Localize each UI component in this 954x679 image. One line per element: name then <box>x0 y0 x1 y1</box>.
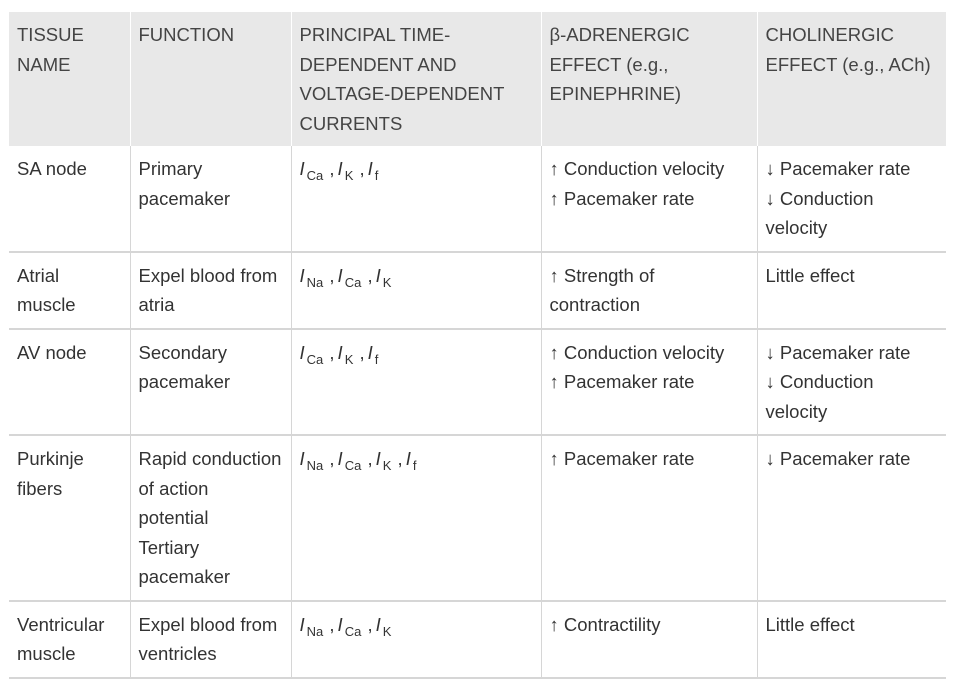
current-separator: , <box>362 613 373 635</box>
current-symbol: I <box>337 341 343 363</box>
ion-current <box>337 158 354 183</box>
current-subscript: Ca <box>306 351 324 367</box>
currents-cell <box>291 146 541 252</box>
current-subscript: K <box>382 623 392 639</box>
beta-adrenergic-cell <box>541 435 757 601</box>
current-subscript: K <box>344 168 354 183</box>
current-symbol: I <box>299 448 305 469</box>
function-cell <box>130 252 291 329</box>
beta-effect-text: ↑ Strength of contraction <box>549 264 655 315</box>
cholinergic-effect-text: Little effect <box>765 613 855 635</box>
current-subscript: Ca <box>344 623 362 639</box>
beta-effect-text: ↑ Contractility <box>549 613 661 635</box>
current-subscript: Ca <box>344 458 362 473</box>
current-symbol: I <box>375 613 381 635</box>
ion-current <box>299 613 324 639</box>
current-symbol: I <box>337 613 343 635</box>
current-separator: , <box>324 448 335 469</box>
cholinergic-effect-text: ↓ Pacemaker rate <box>765 158 911 179</box>
current-separator: , <box>362 264 373 286</box>
current-separator: , <box>362 448 373 469</box>
header-cholinergic: CHOLINERGIC EFFECT (e.g., ACh) <box>757 12 946 146</box>
ion-current <box>337 448 362 473</box>
header-beta-adrenergic: β-ADRENERGIC EFFECT (e.g., EPINEPHRINE) <box>541 12 757 146</box>
ion-current <box>337 341 354 367</box>
ion-current <box>299 158 324 183</box>
function-text: Tertiary pacemaker <box>138 536 231 587</box>
current-subscript: f <box>374 168 379 183</box>
beta-effect-text: ↑ Conduction velocity <box>549 341 725 363</box>
cardiac-tissue-table <box>9 12 946 679</box>
ion-current <box>367 341 379 367</box>
function-text: Expel blood from ventricles <box>138 613 278 664</box>
table-container <box>9 12 946 679</box>
currents-cell <box>291 252 541 329</box>
table-body <box>9 146 946 678</box>
current-separator: , <box>324 264 335 286</box>
current-subscript: f <box>374 351 379 367</box>
ion-current <box>337 613 362 639</box>
current-separator: , <box>354 341 365 363</box>
cholinergic-effect-text: ↓ Conduction velocity <box>765 371 874 422</box>
tissue-name-cell: AV node <box>9 329 130 436</box>
table-row <box>9 435 946 601</box>
function-cell <box>130 329 291 436</box>
cholinergic-effect-text: Little effect <box>765 264 855 286</box>
table-row <box>9 329 946 436</box>
current-separator: , <box>324 341 335 363</box>
current-symbol: I <box>337 264 343 286</box>
current-separator: , <box>324 613 335 635</box>
current-separator: , <box>324 158 335 179</box>
currents-cell <box>291 329 541 436</box>
function-cell <box>130 146 291 252</box>
table-row <box>9 146 946 252</box>
beta-effect-text: ↑ Pacemaker rate <box>549 371 695 392</box>
table-row <box>9 252 946 329</box>
currents-cell <box>291 435 541 601</box>
beta-adrenergic-cell <box>541 146 757 252</box>
cholinergic-cell <box>757 435 946 601</box>
current-symbol: I <box>367 341 373 363</box>
current-subscript: K <box>382 458 392 473</box>
current-subscript: K <box>382 274 392 290</box>
current-subscript: Na <box>306 274 324 290</box>
cholinergic-effect-text: ↓ Conduction velocity <box>765 187 874 238</box>
tissue-name-cell: Ventricular muscle <box>9 601 130 678</box>
beta-adrenergic-cell <box>541 252 757 329</box>
tissue-name-cell: Atrial muscle <box>9 252 130 329</box>
header-currents: PRINCIPAL TIME-DEPENDENT AND VOLTAGE-DEPENDENT CURRENTS <box>291 12 541 146</box>
beta-effect-text: ↑ Pacemaker rate <box>549 448 695 469</box>
current-symbol: I <box>299 613 305 635</box>
function-text: Expel blood from atria <box>138 264 278 315</box>
header-tissue-name: TISSUE NAME <box>9 12 130 146</box>
table-header <box>9 12 946 146</box>
current-symbol: I <box>367 158 373 179</box>
cholinergic-cell <box>757 329 946 436</box>
cholinergic-effect-text: ↓ Pacemaker rate <box>765 341 911 363</box>
tissue-name-cell: SA node <box>9 146 130 252</box>
current-separator: , <box>392 448 403 469</box>
ion-current <box>375 448 392 473</box>
header-row <box>9 12 946 146</box>
current-subscript: Na <box>306 458 324 473</box>
tissue-name-cell: Purkinje fibers <box>9 435 130 601</box>
current-symbol: I <box>299 158 305 179</box>
current-symbol: I <box>337 158 343 179</box>
function-cell <box>130 435 291 601</box>
beta-adrenergic-cell <box>541 329 757 436</box>
ion-current <box>367 158 379 183</box>
current-subscript: Na <box>306 623 324 639</box>
current-symbol: I <box>405 448 411 469</box>
function-text: Secondary pacemaker <box>138 341 231 392</box>
current-subscript: Ca <box>306 168 324 183</box>
ion-current <box>299 264 324 290</box>
beta-effect-text: ↑ Conduction velocity <box>549 158 725 179</box>
ion-current <box>375 613 392 639</box>
current-symbol: I <box>375 448 381 469</box>
current-symbol: I <box>299 264 305 286</box>
ion-current <box>299 448 324 473</box>
current-separator: , <box>354 158 365 179</box>
function-text: Rapid conduction of action potential <box>138 448 282 528</box>
beta-effect-text: ↑ Pacemaker rate <box>549 187 695 209</box>
ion-current <box>375 264 392 290</box>
ion-current <box>299 341 324 367</box>
current-symbol: I <box>375 264 381 286</box>
current-subscript: K <box>344 351 354 367</box>
cholinergic-cell <box>757 146 946 252</box>
current-symbol: I <box>299 341 305 363</box>
ion-current <box>405 448 417 473</box>
function-text: Primary pacemaker <box>138 158 231 209</box>
current-symbol: I <box>337 448 343 469</box>
header-function: FUNCTION <box>130 12 291 146</box>
current-subscript: f <box>412 458 417 473</box>
cholinergic-effect-text: ↓ Pacemaker rate <box>765 448 911 469</box>
current-subscript: Ca <box>344 274 362 290</box>
ion-current <box>337 264 362 290</box>
cholinergic-cell <box>757 252 946 329</box>
